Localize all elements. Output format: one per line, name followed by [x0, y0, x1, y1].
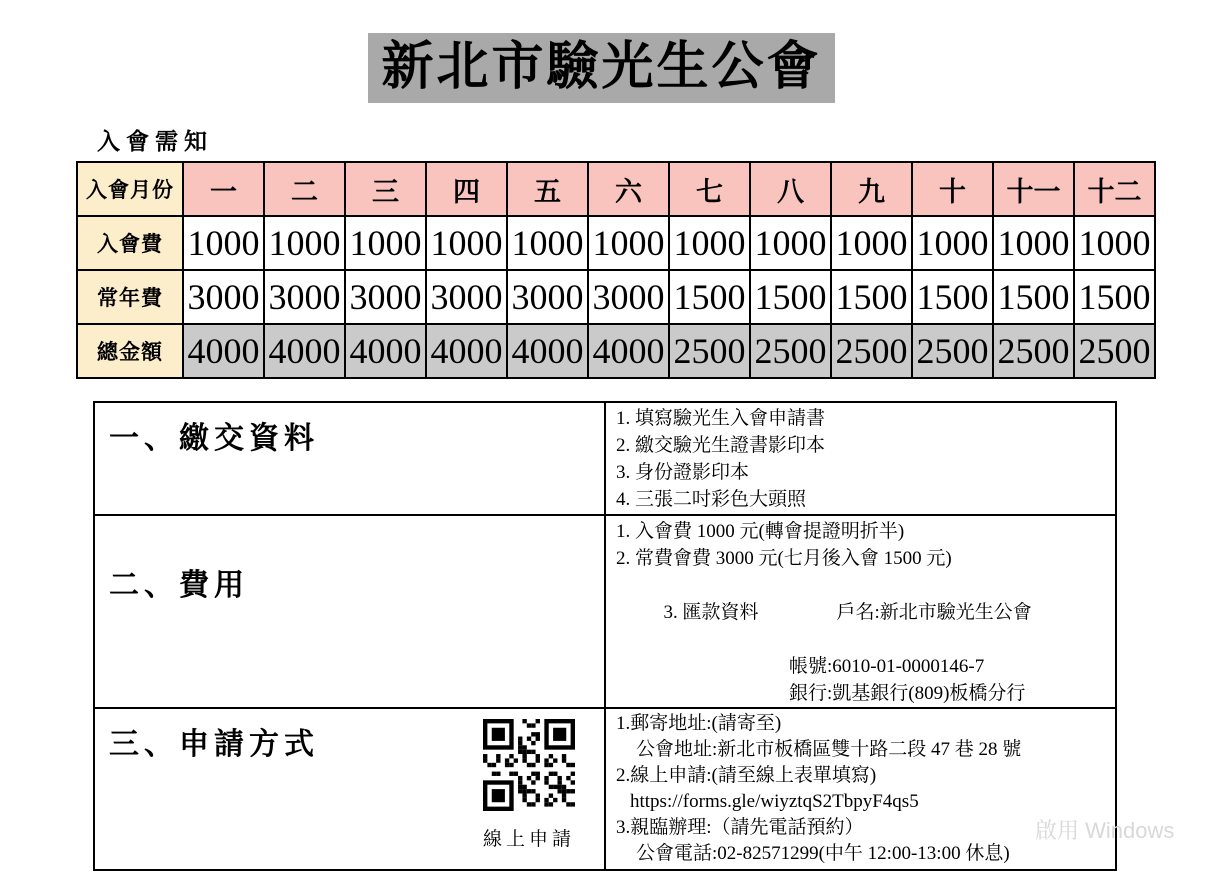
fee-cell: 1000	[669, 216, 750, 270]
apply-item: 1.郵寄地址:(請寄至)	[616, 713, 782, 734]
total-amount-row	[77, 324, 1155, 378]
fee-cell: 2500	[1074, 324, 1155, 378]
month-header-cell: 六	[588, 162, 669, 216]
fee-cell: 2500	[750, 324, 831, 378]
apply-address: 公會地址:新北市板橋區雙十路二段 47 巷 28 號	[636, 739, 1022, 760]
fee-cell: 1000	[1074, 216, 1155, 270]
month-header-cell: 九	[831, 162, 912, 216]
fee-cell: 3000	[507, 270, 588, 324]
fee-cell: 1000	[912, 216, 993, 270]
month-header-cell: 十二	[1074, 162, 1155, 216]
fee-cell: 1000	[750, 216, 831, 270]
row-label: 總金額	[77, 324, 183, 378]
fee-cell: 2500	[912, 324, 993, 378]
month-header-cell: 四	[426, 162, 507, 216]
qr-code-image	[483, 719, 575, 811]
month-header-cell: 七	[669, 162, 750, 216]
fee-cell: 1000	[426, 216, 507, 270]
qr-code-block	[483, 719, 575, 851]
fee-item: 2. 常費會費 3000 元(七月後入會 1500 元)	[616, 548, 952, 569]
fee-table	[76, 161, 1156, 379]
document-item: 1. 填寫驗光生入會申請書	[616, 408, 826, 429]
bank-name: 銀行:凱基銀行(809)板橋分行	[789, 683, 1026, 704]
fee-cell: 1000	[993, 216, 1074, 270]
fee-cell: 3000	[183, 270, 264, 324]
remittance-line	[616, 572, 1115, 653]
month-header-cell: 三	[345, 162, 426, 216]
fees-title: 二、費用	[109, 569, 249, 602]
account-name: 戶名:新北市驗光生公會	[836, 602, 1032, 623]
fee-cell: 1500	[912, 270, 993, 324]
fee-cell: 1000	[588, 216, 669, 270]
row-label: 常年費	[77, 270, 183, 324]
month-header-cell: 八	[750, 162, 831, 216]
fee-cell: 3000	[426, 270, 507, 324]
document-item: 2. 繳交驗光生證書影印本	[616, 435, 826, 456]
month-header-cell: 十一	[993, 162, 1074, 216]
fee-table-header-row	[77, 162, 1155, 216]
apply-item: 3.親臨辦理:（請先電話預約）	[616, 817, 864, 838]
section-label: 入會需知	[97, 129, 213, 154]
fee-cell: 2500	[669, 324, 750, 378]
documents-title: 一、繳交資料	[109, 422, 319, 455]
fee-cell: 1000	[507, 216, 588, 270]
fee-cell: 1500	[831, 270, 912, 324]
application-row	[94, 708, 1116, 870]
fee-table-corner-label: 入會月份	[77, 162, 183, 216]
fee-item: 1. 入會費 1000 元(轉會提證明折半)	[616, 521, 905, 542]
fee-cell: 1500	[1074, 270, 1155, 324]
fee-cell: 1500	[750, 270, 831, 324]
account-number: 帳號:6010-01-0000146-7	[789, 656, 985, 677]
apply-phone: 公會電話:02-82571299(中午 12:00-13:00 休息)	[636, 843, 1010, 864]
fee-cell: 4000	[507, 324, 588, 378]
annual-fee-row	[77, 270, 1155, 324]
fees-row	[94, 515, 1116, 708]
documents-row	[94, 402, 1116, 515]
fee-cell: 4000	[183, 324, 264, 378]
fee-cell: 4000	[588, 324, 669, 378]
month-header-cell: 一	[183, 162, 264, 216]
fee-cell: 3000	[345, 270, 426, 324]
page-title: 新北市驗光生公會	[368, 33, 835, 103]
remittance-label: 3. 匯款資料	[663, 602, 759, 623]
fee-cell: 4000	[426, 324, 507, 378]
fee-cell: 4000	[345, 324, 426, 378]
document-item: 3. 身份證影印本	[616, 462, 750, 483]
fee-cell: 3000	[588, 270, 669, 324]
month-header-cell: 二	[264, 162, 345, 216]
fee-cell: 4000	[264, 324, 345, 378]
qr-caption: 線上申請	[483, 829, 576, 850]
info-table	[93, 401, 1117, 871]
document-item: 4. 三張二吋彩色大頭照	[616, 489, 807, 510]
windows-activation-watermark: 啟用 Windows	[1035, 818, 1175, 843]
fee-cell: 2500	[831, 324, 912, 378]
entry-fee-row	[77, 216, 1155, 270]
fee-cell: 1000	[264, 216, 345, 270]
fee-cell: 1500	[993, 270, 1074, 324]
fee-cell: 1000	[345, 216, 426, 270]
application-title: 三、申請方式	[109, 728, 319, 761]
fee-cell: 3000	[264, 270, 345, 324]
fee-cell: 1000	[831, 216, 912, 270]
apply-form-url: https://forms.gle/wiyztqS2TbpyF4qs5	[630, 791, 919, 812]
fee-cell: 2500	[993, 324, 1074, 378]
month-header-cell: 五	[507, 162, 588, 216]
fee-cell: 1000	[183, 216, 264, 270]
apply-item: 2.線上申請:(請至線上表單填寫)	[616, 765, 877, 786]
month-header-cell: 十	[912, 162, 993, 216]
row-label: 入會費	[77, 216, 183, 270]
fee-cell: 1500	[669, 270, 750, 324]
